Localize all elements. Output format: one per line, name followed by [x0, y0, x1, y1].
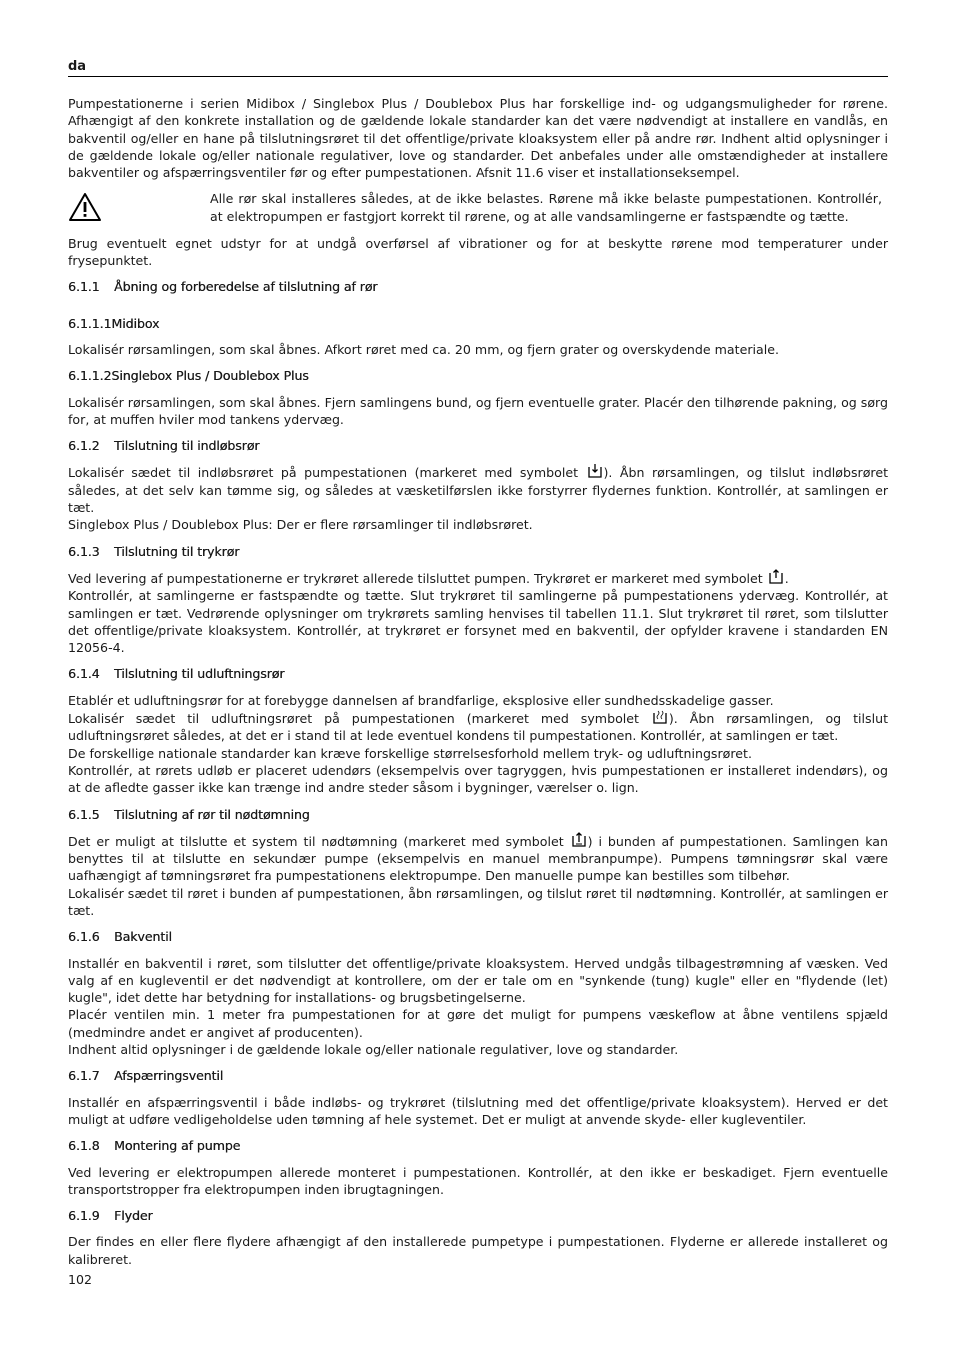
section-heading-6-1-2: 6.1.2 Tilslutning til indløbsrør	[68, 438, 260, 454]
shutoff-valve-paragraph: Installér en afspærringsventil i både indløbs- og trykrøret (tilslutning med det offentlige/private kloaksystem). Herved er det muligt at udføre vedligeholdelse uden tømning af hele systemet. Det er muligt at anvende skyde- eller kugleventiler.	[68, 1094, 888, 1127]
inlet-paragraph: Lokalisér sædet til indløbsrøret på pumpestationen (markeret med symbolet ). Åbn rørsamlingen, og tilslut indløbsrøret således, at det selv kan tømme sig, og således at væsketilførslen ikke forstyrrer flydernes funktion. Kontrollér, at samlingen er tæt.	[68, 465, 889, 516]
section-heading-6-1-1-1: 6.1.1.1Midibox	[68, 315, 160, 331]
vent-pipe-symbol-icon	[652, 709, 668, 725]
section-heading-6-1-5: 6.1.5 Tilslutning af rør til nødtømning	[68, 806, 310, 822]
float-paragraph: Der findes en eller flere flydere afhængigt af den installerede pumpetype i pumpestationen. Flyderne er allerede installeret og kalibreret.	[68, 1234, 888, 1267]
emergency-section-body	[68, 832, 888, 919]
inlet-section-body	[68, 463, 888, 533]
document-page	[68, 58, 888, 1277]
section-heading-6-1-3: 6.1.3 Tilslutning til trykrør	[68, 543, 240, 559]
language-header: da	[68, 58, 888, 77]
pressure-pipe-symbol-icon	[768, 569, 784, 585]
emergency-paragraph-2: Lokalisér sædet til røret i bunden af pumpestationen, åbn rørsamlingen, og tilslut røret til nødtømning. Kontrollér, at samlingen er tæt.	[68, 885, 888, 918]
warning-triangle-icon	[68, 190, 210, 226]
check-valve-paragraph-3: Indhent altid oplysninger i de gældende lokale og/eller nationale regulativer, love og standarder.	[68, 1042, 679, 1058]
vent-paragraph-3: De forskellige nationale standarder kan kræve forskellige størrelsesforhold mellem tryk- og udluftningsrøret.	[68, 745, 752, 761]
section-heading-6-1-8: 6.1.8 Montering af pumpe	[68, 1138, 241, 1154]
pump-mounting-paragraph: Ved levering er elektropumpen allerede monteret i pumpestationen. Kontrollér, at den ikke er beskadiget. Fjern eventuelle transportstropper fra elektropumpen inden ibrugtagningen.	[68, 1164, 888, 1197]
page-number: 102	[68, 1272, 93, 1287]
section-heading-6-1-6: 6.1.6 Bakventil	[68, 929, 172, 945]
emergency-paragraph-1: Det er muligt at tilslutte et system til nødtømning (markeret med symbolet ) i bunden af pumpestationen. Samlingen kan benyttes til at tilslutte en sekundær pumpe (eksempelvis en manuel membranpumpe). Pumpens tømningsrør skal være uafhængigt af tømningsrøret fra pumpestationens elektropumpe. Den manuelle pumpe kan bestilles som tilbehør.	[68, 833, 889, 884]
vent-paragraph-2: Lokalisér sædet til udluftningsrøret på pumpestationen (markeret med symbolet ). Åbn rørsamlingen, og tilslut udluftningsrøret således, at det er i stand til at lede eventuel kondens til pumpestationen. Kontrollér, at samlingen er tæt.	[68, 711, 889, 744]
check-valve-paragraph-1: Installér en bakventil i røret, som tilslutter det offentlige/private kloaksystem. Herved undgås tilbagestrømning af væsken. Ved valg af en kugleventil er det nødvendigt at kontrollere, om der er tale om en "synkende (tung) kugle" eller en "flydende (let) kugle", idet dette har betydning for installations- og brugsbetingelserne.	[68, 955, 888, 1006]
inlet-pipe-symbol-icon	[587, 463, 603, 479]
warning-box	[68, 190, 888, 226]
section-heading-6-1-1-2: 6.1.1.2Singlebox Plus / Doublebox Plus	[68, 368, 309, 384]
check-valve-paragraph-2: Placér ventilen min. 1 meter fra pumpestationen for at gøre det muligt for pumpens væskeflow at åbne ventilens spjæld (medmindre andet er angivet af producenten).	[68, 1007, 888, 1040]
section-heading-6-1-9: 6.1.9 Flyder	[68, 1208, 153, 1224]
inlet-multi-paragraph: Singlebox Plus / Doublebox Plus: Der er flere rørsamlinger til indløbsrøret.	[68, 517, 533, 533]
emergency-drain-symbol-icon	[571, 832, 587, 848]
midibox-paragraph: Lokalisér rørsamlingen, som skal åbnes. Afkort røret med ca. 20 mm, og fjern grater og overskydende materiale.	[68, 341, 779, 357]
vent-paragraph-1: Etablér et udluftningsrør for at forebygge dannelsen af brandfarlige, eksplosive eller sundhedsskadelige gasser.	[68, 692, 774, 708]
pressure-paragraph-2: Kontrollér, at samlingerne er fastspændte og tætte. Slut trykrøret til samlingerne på pumpestationens ydervæg. Kontrollér, at samlingen er tæt. Vedrørende oplysninger om trykrørets samling henvises til tabellen 11.1. Slut trykrøret til røret, som tilslutter det offentlige/private kloaksystem. Kontrollér, at trykrøret er forsynet med en bakventil, der opfylder kravene i standarden EN 12056-4.	[68, 588, 888, 656]
pressure-section-body	[68, 569, 888, 656]
singlebox-paragraph: Lokalisér rørsamlingen, som skal åbnes. Fjern samlingens bund, og fjern eventuelle grater. Placér den tilhørende pakning, og sørg for, at muffen hviler mod tankens ydervæg.	[68, 394, 888, 427]
section-heading-6-1-4: 6.1.4 Tilslutning til udluftningsrør	[68, 666, 285, 682]
vent-paragraph-4: Kontrollér, at rørets udløb er placeret udendørs (eksempelvis over tagryggen, hvis pumpestationen er installeret indendørs), og at de afledte gasser ikke kan trænge ind andre steder såsom i bygninger, værelser o. lign.	[68, 762, 888, 796]
section-heading-6-1-1: 6.1.1 Åbning og forberedelse af tilslutning af rør	[68, 279, 378, 295]
section-heading-6-1-7: 6.1.7 Afspærringsventil	[68, 1068, 224, 1084]
check-valve-section-body	[68, 955, 888, 1059]
vibration-paragraph: Brug eventuelt egnet udstyr for at undgå overførsel af vibrationer og for at beskytte rørene mod temperaturer under frysepunktet.	[68, 235, 888, 269]
pressure-paragraph-1: Ved levering af pumpestationerne er trykrøret allerede tilsluttet pumpen. Trykrøret er markeret med symbolet .	[68, 570, 789, 586]
vent-section-body	[68, 692, 888, 797]
intro-paragraph: Pumpestationerne i serien Midibox / Singlebox Plus / Doublebox Plus har forskellige ind- og udgangsmuligheder for rørene. Afhængigt af den konkrete installation og de gældende lokale standarder kan det være nødvendigt at installere en vandlås, en bakventil og/eller en hane på tilslutningsrøret til det offentlige/private kloaksystem eller på andre rør. Indhent altid oplysninger i de gældende lokale og/eller nationale regulativer, love og standarder. Det anbefales under alle omstændigheder at installere bakventiler og afspærringsventiler før og efter pumpestationen. Afsnit 11.6 viser et installationseksempel.	[68, 96, 888, 181]
warning-text: Alle rør skal installeres således, at de ikke belastes. Rørene må ikke belaste pumpestationen. Kontrollér, at elektropumpen er fastgjort korrekt til rørene, og at alle vandsamlingerne er fastspændte og tætte.	[210, 191, 882, 224]
